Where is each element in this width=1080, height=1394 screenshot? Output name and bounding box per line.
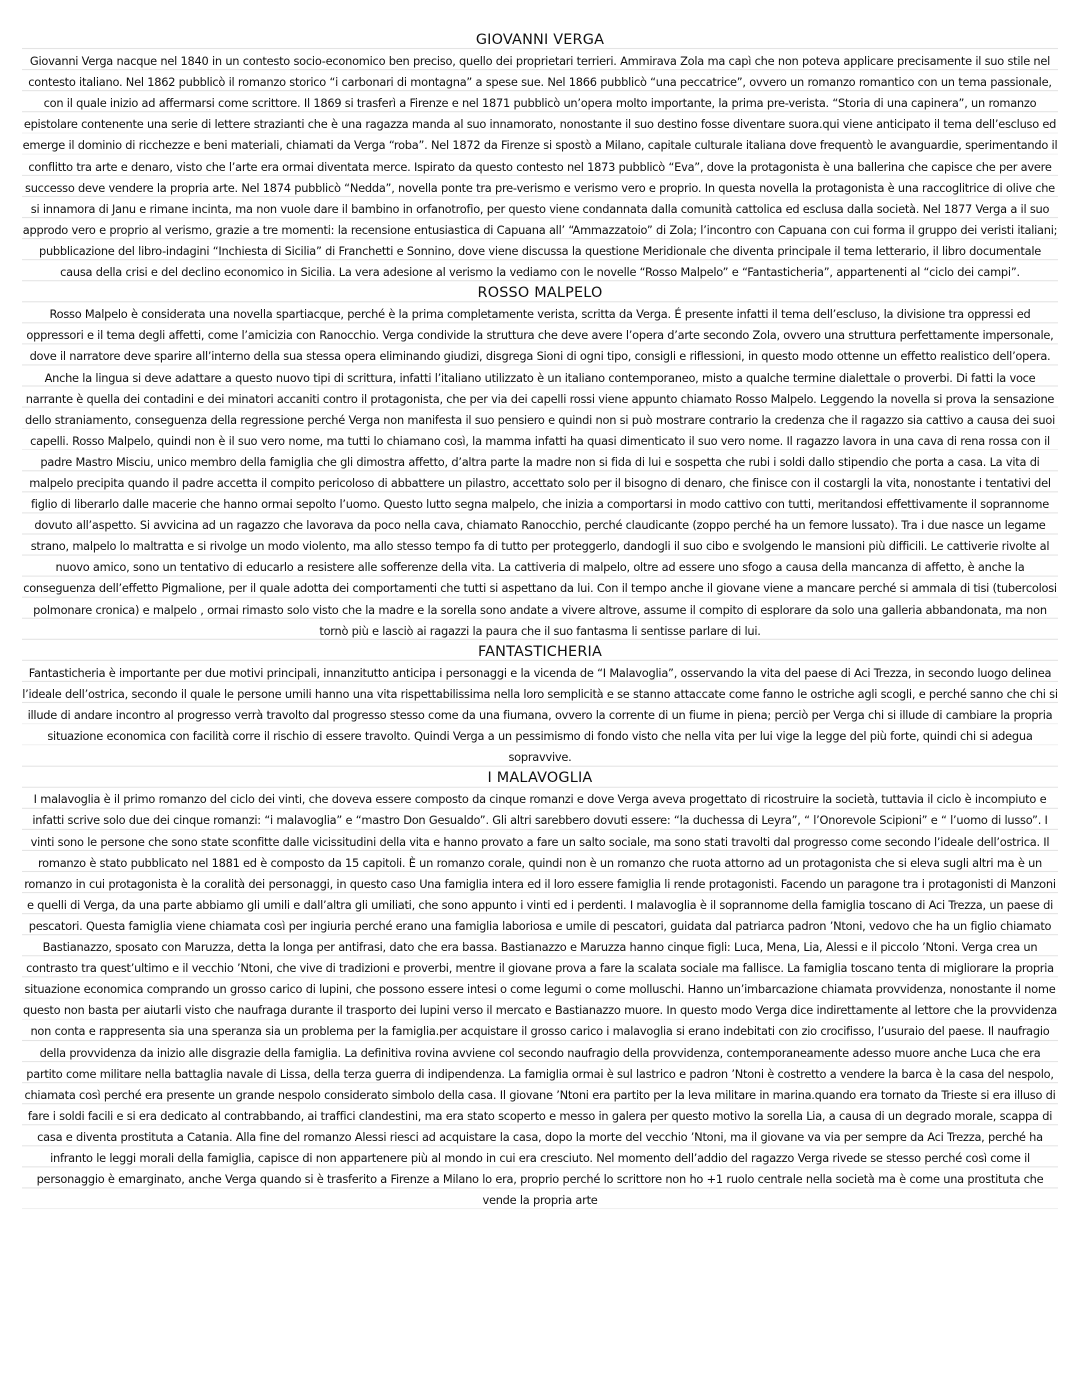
section-i-malavoglia xyxy=(22,768,1058,1211)
section-body: Fantasticheria è importante per due motivi principali, innanzitutto anticipa i personaggi e la vicenda de “I Malavoglia”, osservando la vita del paese di Aci Trezza, in secondo luogo delinea l’ideale dell’ostrica, secondo il quale le persone umili hanno una vita rispettabilissima nella loro semplicità e se stanno attaccate come fanno le ostriche agli scogli, e perché sanno che chi si illude di andare incontro al progresso verrà travolto dal progresso stesso come da una fiumana, ovvero la corrente di un fiume in piena; perciò per Verga chi si illude di cambiare la propria situazione economica con facilità corre il rischio di essere travolto. Quindi Verga a un pessimismo di fondo visto che nella vita per lui vige la legge del più forte, quindi chi si adegua sopravvive. xyxy=(22,665,1058,765)
section-title: FANTASTICHERIA xyxy=(477,643,603,660)
section-title: GIOVANNI VERGA xyxy=(475,32,605,48)
section-body: I malavoglia è il primo romanzo del ciclo dei vinti, che doveva essere composto da cinque romanzi e dove Verga aveva progettato di ricostruire la società, tuttavia il ciclo è incompiuto e infatti scrive solo due dei cinque romanzi: “i malavoglia” e “mastro Don Gesualdo”. Gli altri sarebbero dovuti essere: “la duchessa di Leyra”, “ l’Onorevole Scipioni” e “ l’uomo di lusso”. I vinti sono le persone che sono state sconfitte dalle vicissitudini della vita e hanno provato a fare un salto sociale, ma sono stati travolti dal progresso come secondo l’ideale dell’ostrica. Il romanzo è stato pubblicato nel 1881 ed è composto da 15 capitoli. È un romanzo corale, quindi non è un romanzo che ruota attorno ad un protagonista che si eleva sugli altri ma è un romanzo in cui protagonista è la coralità dei personaggi, in questo caso Una famiglia intera ed il loro essere famiglia li rende protagonisti. Facendo un paragone tra i protagonisti di Manzoni e quelli di Verga, da una parte abbiamo gli umili e dall’altra gli umiliati, che sono appunto i vinti ed i perdenti. I malavoglia è il soprannome della famiglia toscano di Aci Trezza, un paese di pescatori. Questa famiglia viene chiamata così per ingiuria perché erano una famiglia laboriosa e umile di pescatori, guidata dal patriarca padron ’Ntoni, vedovo che ha un figlio chiamato Bastianazzo, sposato con Maruzza, detta la longa per antifrasi, dato che era bassa. Bastianazzo e Maruzza hanno cinque figli: Luca, Mena, Lia, Alessi e il piccolo ’Ntoni. Verga crea un contrasto tra quest’ultimo e il vecchio ’Ntoni, che vive di tradizioni e proverbi, mentre il giovane prova a fare la scalata sociale ma fallisce. La famiglia toscano tenta di migliorare la propria situazione economica comprando un grosso carico di lupini, che possono essere intesi o come legumi o come molluschi. Hanno un’imbarcazione chiamata provvidenza, nonostante il nome questo non basta per aiutarli visto che naufraga durante il trasporto dei lupini verso il mercato e Bastianazzo muore. In questo modo Verga dice indirettamente al lettore che la provvidenza non conta e rappresenta sia una speranza sia un problema per la famiglia.per acquistare il grosso carico i malavoglia si erano indebitati con zio crocifisso, l’usuraio del paese. Il naufragio della provvidenza da inizio alle disgrazie della famiglia. La definitiva rovina avviene col secondo naufragio della provvidenza, contemporaneamente adesso muore anche Luca che era partito come militare nella battaglia navale di Lissa, della terza guerra di indipendenza. La famiglia ormai è sul lastrico e padron ’Ntoni è costretto a vendere la barca è la casa del nespolo, chiamata così perché era presente un grande nespolo considerato simbolo della casa. Il giovane ’Ntoni era partito per la leva militare in marina.quando era tornato da Trieste si era illuso di fare i soldi facili e si era dedicato al contrabbando, ai traffici clandestini, ma era stato scoperto e messo in galera per questo motivo la sorella Lia, a causa di un degrado morale, scappa di casa e diventa prostituta a Catania. Alla fine del romanzo Alessi riesci ad acquistare la casa, dopo la morte del vecchio ’Ntoni, ma il giovane va via per sempre da Aci Trezza, perché ha infranto le leggi morali della famiglia, capisce di non appartenere più al mondo in cui era cresciuto. Nel momento dell’addio del ragazzo Verga rivede se stesso perché così come il personaggio è emarginato, anche Verga quando si è trasferito a Firenze a Milano lo era, proprio perché lo scrittore non ho +1 ruolo centrale nella società ma è come una prostituta che vende la propria arte xyxy=(23,792,1057,1208)
notes-page xyxy=(22,30,1058,1211)
section-giovanni-verga xyxy=(22,30,1058,283)
section-rosso-malpelo xyxy=(22,283,1058,642)
section-title: I MALAVOGLIA xyxy=(487,770,593,787)
section-title: ROSSO MALPELO xyxy=(477,285,603,302)
section-body: Rosso Malpelo è considerata una novella spartiacque, perché è la prima completamente verista, scritta da Verga. É presente infatti il tema dell’escluso, la divisione tra oppressi ed oppressori e il tema degli affetti, come l’amicizia con Ranocchio. Verga condivide la struttura che deve avere l’opera d’arte secondo Zola, ovvero una struttura perfettamente impersonale, dove il narratore deve sparire all’interno della sua stessa opera eliminando giudizi, disgrega Sioni di ogni tipo, consigli e riflessioni, in questo modo ottenne un effetto realistico dell’opera. Anche la lingua si deve adattare a questo nuovo tipi di scrittura, infatti l’italiano utilizzato è un italiano contemporaneo, misto a qualche termine dialettale o proverbi. Di fatti la voce narrante è quella dei contadini e dei minatori accaniti contro il protagonista, che per via dei capelli rossi viene appunto chiamato Rosso Malpelo. Leggendo la novella si prova la sensazione dello straniamento, conseguenza della regressione perché Verga non manifesta il suo pensiero e quindi non si può mostrare contrario la credenza che il ragazzo sia cattivo a causa dei suoi capelli. Rosso Malpelo, quindi non è il suo vero nome, ma tutti lo chiamano così, la mamma infatti ha quasi dimenticato il suo vero nome. Il ragazzo lavora in una cava di rena rossa con il padre Mastro Misciu, unico membro della famiglia che gli dimostra affetto, d’altra parte la madre non si fida di lui e sospetta che rubi i soldi dallo stipendio che porta a casa. La vita di malpelo precipita quando il padre accetta il compito pericoloso di abbattere un pilastro, accettato solo per il bisogno di denaro, che finisce con il costargli la vita, nonostante i tentativi del figlio di liberarlo dalle macerie che hanno ormai sepolto l’uomo. Questo lutto segna malpelo, che inizia a comportarsi in modo cattivo con tutti, meritandosi effettivamente il soprannome dovuto all’aspetto. Si avvicina ad un ragazzo che lavorava da poco nella cava, chiamato Ranocchio, perché claudicante (zoppo perché ha un femore lussato). Tra i due nasce un legame strano, malpelo lo maltratta e si rivolge un modo violento, ma allo stesso tempo fa di tutto per proteggerlo, dandogli il suo cibo e svolgendo le mansioni più difficili. Le cattiverie rivolte al nuovo amico, sono un tentativo di educarlo a resistere alle sofferenze della vita. La cattiveria di malpelo, oltre ad essere uno sfogo a causa della mancanza di affetto, è anche la conseguenza dell’effetto Pigmalione, per il quale adotta dei comportamenti che tutti si aspettano da lui. Con il tempo anche il giovane viene a mancare perché si ammala di tisi (tubercolosi polmonare cronica) e malpelo , ormai rimasto solo visto che la madre e la sorella sono andate a vivere altrove, assume il compito di esplorare da solo una galleria abbandonata, ma non tornò più e lasciò ai ragazzi la paura che il suo fantasma li sentisse parlare di lui. xyxy=(23,307,1057,638)
section-fantasticheria xyxy=(22,642,1058,769)
section-body: Giovanni Verga nacque nel 1840 in un contesto socio-economico ben preciso, quello dei proprietari terrieri. Ammirava Zola ma capì che non poteva applicare precisamente il suo stile nel contesto italiano. Nel 1862 pubblicò il romanzo storico “i carbonari di montagna” a spese sue. Nel 1866 pubblicò “una peccatrice”, ovvero un romanzo romantico con un tema passionale, con il quale inizio ad affermarsi come scrittore. Il 1869 si trasferì a Firenze e nel 1871 pubblicò un’opera molto importante, la prima pre-verista. “Storia di una capinera”, un romanzo epistolare contenente una serie di lettere strazianti che è una ragazza manda al suo innamorato, nonostante il suo destino fosse diventare suora.qui viene anticipato il tema dell’escluso ed emerge il dominio di ricchezze e beni materiali, chiamati da Verga “roba”. Nel 1872 da Firenze si spostò a Milano, capitale culturale italiana dove frequentò le avanguardie, sperimentando il conflitto tra arte e denaro, visto che l’arte era ormai diventata merce. Ispirato da questo contesto nel 1873 pubblicò “Eva”, dove la protagonista è una ballerina che capisce che per avere successo deve vendere la propria arte. Nel 1874 pubblicò “Nedda”, novella ponte tra pre-verismo e verismo vero e proprio. In questa novella la protagonista è una raccoglitrice di olive che si innamora di Janu e rimane incinta, ma non vuole dare il bambino in orfanotrofio, per questo viene condannata dalla comunità cattolica ed esclusa dalla società. Nel 1877 Verga a il suo approdo vero e proprio al verismo, grazie a tre momenti: la recensione entusiastica di Capuana all’ “Ammazzatoio” di Zola; l’incontro con Capuana con cui forma il gruppo dei veristi italiani; pubblicazione del libro-indagini “Inchiesta di Sicilia” di Franchetti e Sonnino, dove viene discussa la questione Meridionale che diventa principale il tema letterario, il libro documentale causa della crisi e del declino economico in Sicilia. La vera adesione al verismo la vediamo con le novelle “Rosso Malpelo” e “Fantasticheria”, appartenenti al “ciclo dei campi”. xyxy=(22,54,1058,280)
